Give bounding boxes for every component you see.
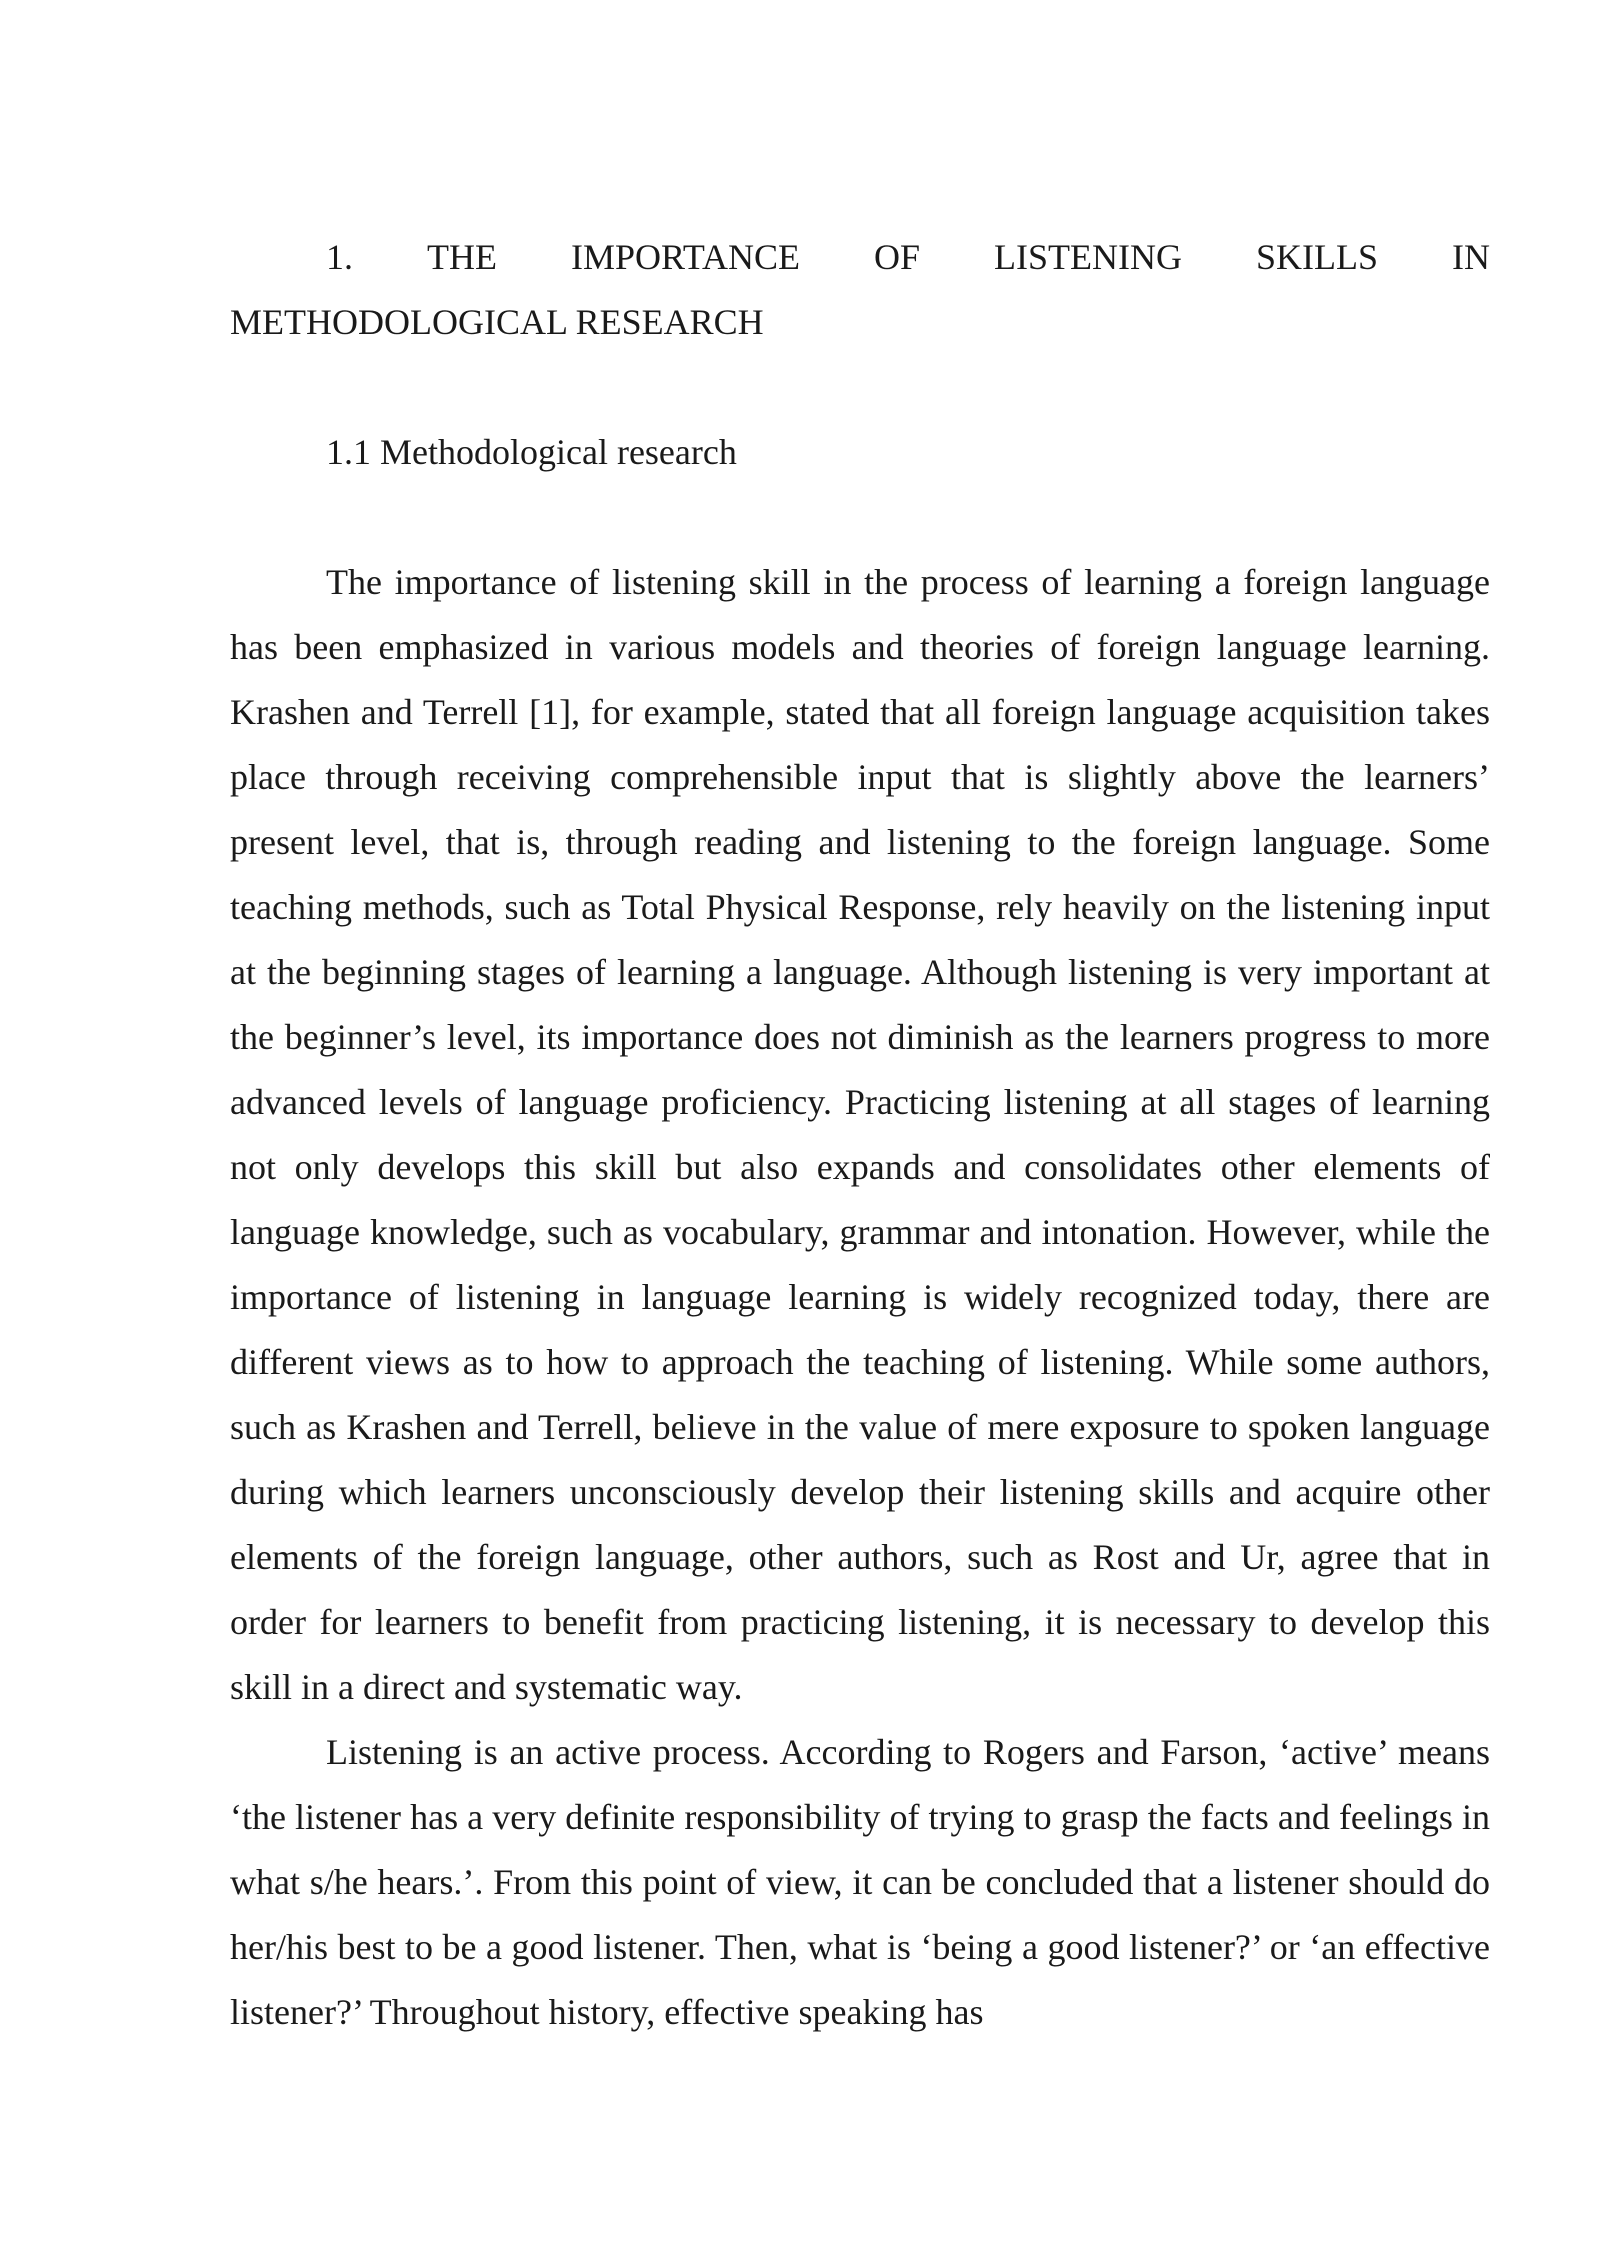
heading-word: 1. bbox=[326, 237, 353, 277]
heading-word: OF bbox=[873, 237, 920, 277]
subsection-heading: 1.1 Methodological research bbox=[326, 432, 737, 472]
heading-word: IMPORTANCE bbox=[570, 237, 800, 277]
heading-word: LISTENING bbox=[994, 237, 1182, 277]
body-paragraph: Listening is an active process. According to Rogers and Farson, ‘active’ means ‘the listener has a very definite responsibility of trying to grasp the facts and feelings in what s/he hears.’. From this point of view, it can be concluded that a listener should do her/his best to be a good listener. Then, what is ‘being a good listener?’ or ‘an effective listener?’ Throughout history, effective speaking has bbox=[230, 1732, 1490, 2032]
heading-word: SKILLS bbox=[1255, 237, 1378, 277]
document-content bbox=[230, 225, 1490, 2045]
heading-word: THE bbox=[427, 237, 497, 277]
body-paragraph: The importance of listening skill in the process of learning a foreign language has been emphasized in various models and theories of foreign language learning. Krashen and Terrell [1], for example, stated that all foreign language acquisition takes place through receiving comprehensible input that is slightly above the learners’ present level, that is, through reading and listening to the foreign language. Some teaching methods, such as Total Physical Response, rely heavily on the listening input at the beginning stages of learning a language. Although listening is very important at the beginner’s level, its importance does not diminish as the learners progress to more advanced levels of language proficiency. Practicing listening at all stages of learning not only develops this skill but also expands and consolidates other elements of language knowledge, such as vocabulary, grammar and intonation. However, while the importance of listening in language learning is widely recognized today, there are different views as to how to approach the teaching of listening. While some authors, such as Krashen and Terrell, believe in the value of mere exposure to spoken language during which learners unconsciously develop their listening skills and acquire other elements of the foreign language, other authors, such as Rost and Ur, agree that in order for learners to benefit from practicing listening, it is necessary to develop this skill in a direct and systematic way. bbox=[230, 562, 1490, 1707]
section-heading bbox=[230, 225, 1490, 355]
heading-word: IN bbox=[1451, 237, 1490, 277]
heading-line-2: METHODOLOGICAL RESEARCH bbox=[230, 302, 764, 342]
heading-line-1 bbox=[230, 225, 1490, 290]
